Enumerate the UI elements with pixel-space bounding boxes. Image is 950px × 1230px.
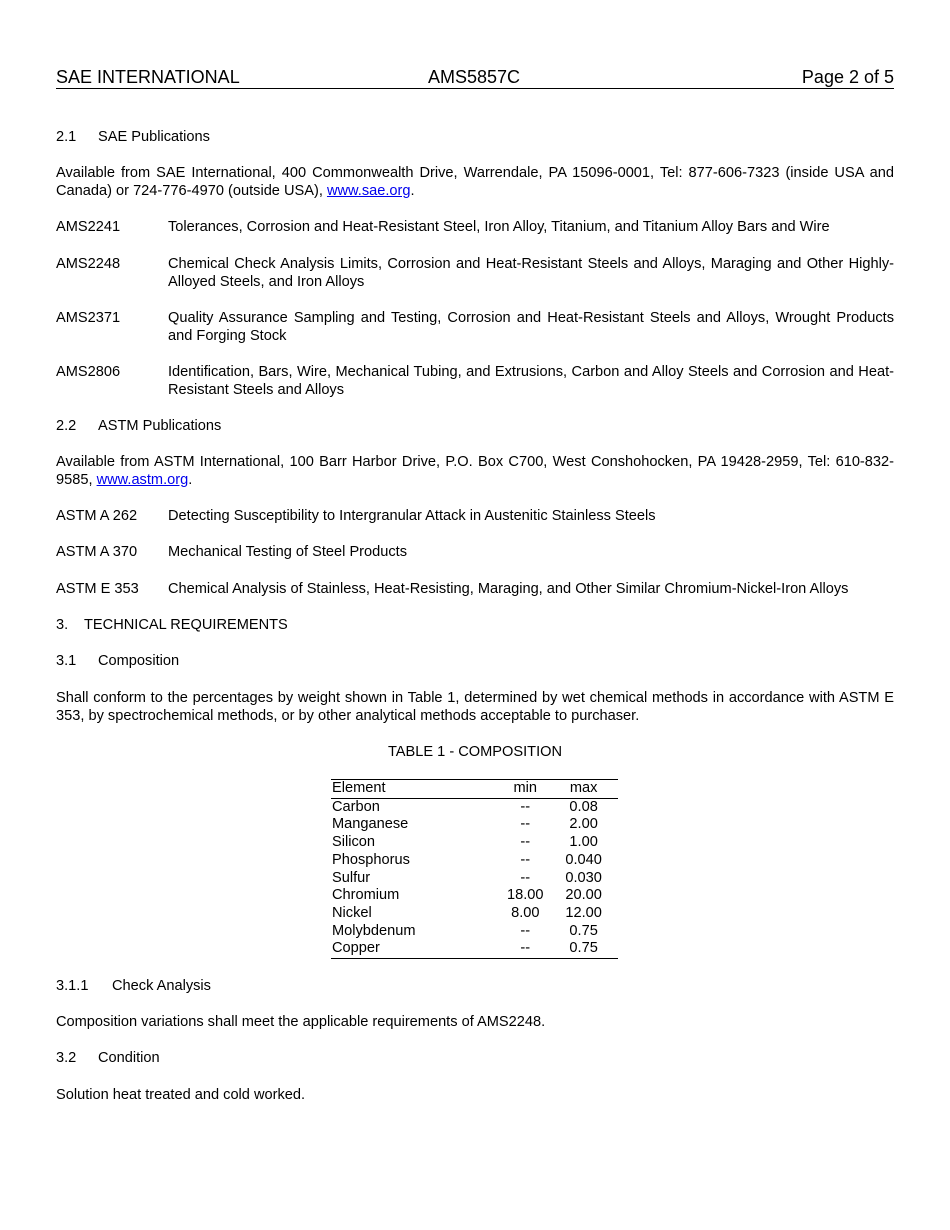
reference-code: ASTM A 370: [56, 544, 138, 560]
section-title: Composition: [98, 653, 180, 669]
element-cell: Phosphorus: [332, 851, 410, 868]
availability-text: Available from ASTM International, 100 Barr Harbor Drive, P.O. Box C700, West Conshohocken, PA 19428-2959, Tel: 610-832-9585,: [56, 454, 894, 488]
reference-code: ASTM A 262: [56, 508, 138, 524]
reference-code: AMS2806: [56, 364, 121, 380]
section-title: TECHNICAL REQUIREMENTS: [84, 617, 288, 633]
section-3-1-heading: [56, 653, 179, 671]
element-cell: Manganese: [332, 816, 409, 833]
period: .: [188, 471, 193, 488]
section-number: 3.: [56, 617, 69, 633]
max-cell: 0.75: [569, 922, 598, 939]
period: .: [410, 182, 415, 199]
table-row: [331, 923, 618, 941]
reference-code: AMS2248: [56, 256, 121, 272]
table-header-row: [331, 780, 618, 799]
min-cell: --: [520, 940, 531, 957]
max-cell: 0.75: [569, 940, 598, 957]
section-3-2-heading: [56, 1050, 160, 1068]
table-row: [331, 798, 618, 816]
reference-description: Quality Assurance Sampling and Testing, Corrosion and Heat-Resistant Steels and Alloys, Wrought Products and Forging Stock: [168, 310, 894, 344]
column-header-max: max: [549, 780, 618, 799]
check-analysis-paragraph: Composition variations shall meet the applicable requirements of AMS2248.: [56, 1014, 546, 1030]
section-3-heading: [56, 617, 288, 635]
max-cell: 0.030: [565, 869, 602, 886]
reference-description: Chemical Analysis of Stainless, Heat-Resisting, Maraging, and Other Similar Chromium-Nickel-Iron Alloys: [168, 581, 849, 597]
min-cell: --: [520, 851, 531, 868]
section-title: SAE Publications: [98, 129, 210, 145]
section-number: 3.1: [56, 653, 77, 669]
section-title: Check Analysis: [112, 978, 211, 994]
section-title: Condition: [98, 1050, 160, 1066]
header-document-number: AMS5857C: [428, 67, 521, 87]
reference-description: Detecting Susceptibility to Intergranular Attack in Austenitic Stainless Steels: [168, 508, 656, 524]
min-cell: 18.00: [507, 887, 544, 904]
element-cell: Carbon: [332, 798, 380, 815]
reference-description: Identification, Bars, Wire, Mechanical Tubing, and Extrusions, Carbon and Alloy Steels and Corrosion and Heat-Resistant Steels and Alloys: [168, 364, 894, 398]
section-title: ASTM Publications: [98, 418, 222, 434]
max-cell: 0.08: [569, 798, 598, 815]
max-cell: 0.040: [565, 851, 602, 868]
section-number: 3.2: [56, 1050, 77, 1066]
header-organization: SAE INTERNATIONAL: [56, 67, 240, 87]
max-cell: 12.00: [565, 904, 602, 921]
min-cell: --: [520, 922, 531, 939]
table-row: [331, 905, 618, 923]
section-number: 3.1.1: [56, 978, 89, 994]
table-row: [331, 852, 618, 870]
table-title: TABLE 1 - COMPOSITION: [387, 744, 563, 760]
document-page: [56, 66, 894, 1103]
min-cell: --: [520, 798, 531, 815]
header-page-number: Page 2 of 5: [801, 67, 894, 87]
table-row: [331, 870, 618, 888]
element-cell: Sulfur: [332, 869, 371, 886]
column-header-min: min: [501, 780, 549, 799]
reference-code: AMS2241: [56, 219, 121, 235]
page-header: [56, 66, 894, 89]
max-cell: 2.00: [569, 816, 598, 833]
element-cell: Silicon: [332, 834, 375, 851]
max-cell: 1.00: [569, 834, 598, 851]
table-row: [331, 887, 618, 905]
section-3-1-1-heading: [56, 978, 211, 996]
section-2-1-heading: [56, 129, 210, 147]
sae-website-link[interactable]: www.sae.org: [326, 182, 411, 199]
section-number: 2.2: [56, 418, 77, 434]
element-cell: Copper: [332, 940, 380, 957]
min-cell: --: [520, 816, 531, 833]
reference-description: Mechanical Testing of Steel Products: [168, 544, 408, 560]
reference-code: ASTM E 353: [56, 581, 139, 597]
min-cell: --: [520, 834, 531, 851]
column-header-element: Element: [331, 780, 501, 799]
composition-paragraph: Shall conform to the percentages by weight shown in Table 1, determined by wet chemical methods in accordance with ASTM E 353, by spectrochemical methods, or by other analytical methods acceptable to purchaser.: [56, 690, 894, 724]
reference-description: Chemical Check Analysis Limits, Corrosion and Heat-Resistant Steels and Alloys, Maraging and Other Highly-Alloyed Steels, and Iron Alloys: [168, 256, 894, 290]
condition-paragraph: Solution heat treated and cold worked.: [56, 1087, 306, 1103]
table-row: [331, 940, 618, 958]
table-row: [331, 834, 618, 852]
element-cell: Nickel: [332, 904, 372, 921]
composition-table: [331, 779, 618, 959]
section-number: 2.1: [56, 129, 77, 145]
min-cell: 8.00: [511, 904, 540, 921]
reference-description: Tolerances, Corrosion and Heat-Resistant Steel, Iron Alloy, Titanium, and Titanium Alloy Bars and Wire: [168, 219, 830, 235]
availability-text: Available from SAE International, 400 Commonwealth Drive, Warrendale, PA 15096-0001, Tel: 877-606-7323 (inside USA and Canada) or 724-776-4970 (outside USA),: [56, 165, 894, 199]
sae-availability-paragraph: [56, 165, 894, 200]
reference-code: AMS2371: [56, 310, 121, 326]
element-cell: Chromium: [332, 887, 400, 904]
min-cell: --: [520, 869, 531, 886]
element-cell: Molybdenum: [332, 922, 416, 939]
table-row: [331, 816, 618, 834]
astm-website-link[interactable]: www.astm.org: [96, 471, 189, 488]
astm-availability-paragraph: [56, 454, 894, 489]
max-cell: 20.00: [565, 887, 602, 904]
section-2-2-heading: [56, 418, 221, 436]
